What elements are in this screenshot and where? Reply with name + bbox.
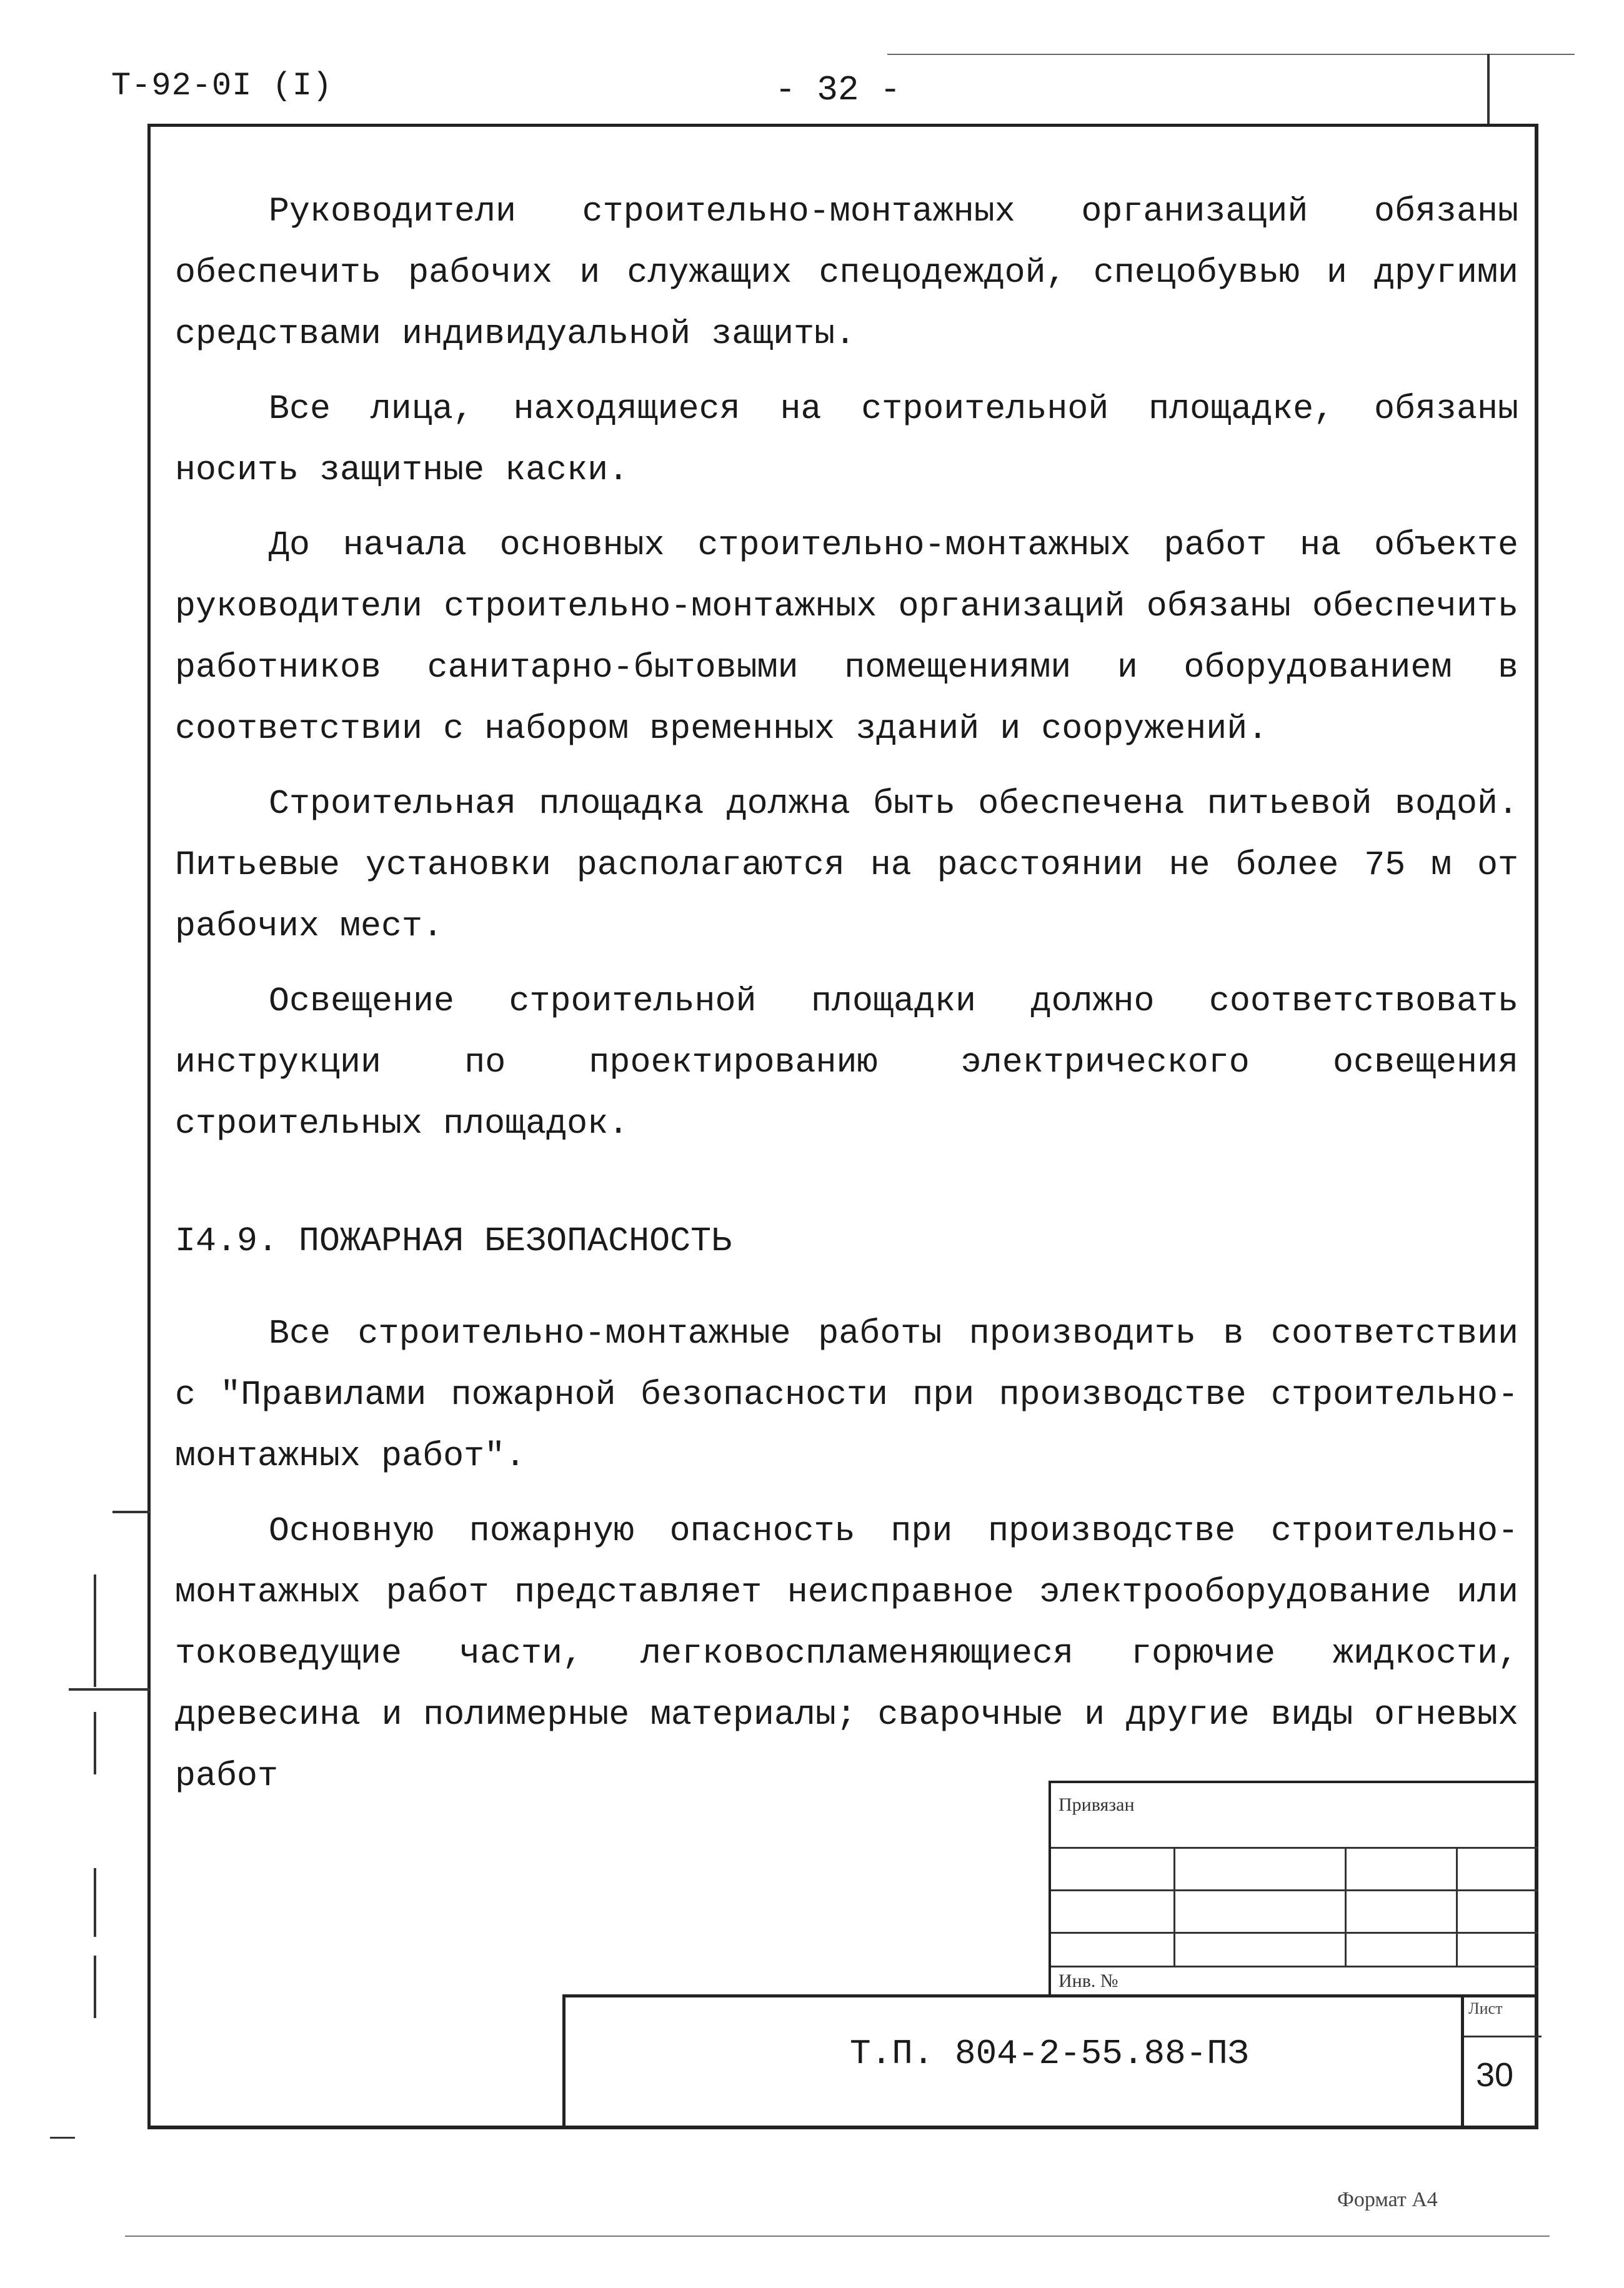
tb-col-line	[1345, 1847, 1347, 1966]
corner-stub-vertical	[1487, 54, 1490, 124]
title-block-approvals	[1049, 1781, 1538, 1994]
paragraph: Освещение строительной площадки должно соответствовать инструкции по проектированию электрического освещения строительных площадок.	[175, 982, 1518, 1143]
sheet-number: 30	[1476, 2056, 1514, 2094]
tb-row-line	[1051, 1847, 1538, 1849]
document-designation: Т.П. 804-2-55.88-ПЗ	[850, 2034, 1249, 2074]
margin-mark	[94, 1574, 96, 1687]
tb-row-line	[1051, 1889, 1538, 1891]
sheet-divider	[1464, 2036, 1542, 2037]
paragraph: Руководители строительно-монтажных организаций обязаны обеспечить рабочих и служащих спецодеждой, спецобувью и другими средствами индивидуальной защиты.	[175, 192, 1518, 354]
tb-row-line	[1051, 1932, 1538, 1934]
page-number: - 32 -	[775, 70, 901, 110]
sheet-label: Лист	[1468, 1999, 1503, 2017]
paper-format-label: Формат А4	[1337, 2188, 1438, 2211]
paragraph: Все строительно-монтажные работы производить в соответствии с "Правилами пожарной безопасности при производстве строительно-монтажных работ".	[175, 1314, 1518, 1476]
section-heading: I4.9. ПОЖАРНАЯ БЕЗОПАСНОСТЬ	[175, 1221, 732, 1261]
margin-mark	[112, 1511, 150, 1513]
body-text	[175, 181, 1518, 1821]
tb-row-line	[1051, 1966, 1538, 1967]
inventory-label: Инв. №	[1059, 1971, 1118, 1991]
paragraph: Все лица, находящиеся на строительной площадке, обязаны носить защитные каски.	[175, 389, 1518, 490]
margin-mark	[94, 1712, 96, 1774]
document-code-header: Т-92-0I (I)	[111, 67, 333, 104]
top-rule-right	[887, 54, 1575, 55]
margin-mark	[94, 1956, 96, 2018]
paragraph: До начала основных строительно-монтажных работ на объекте руководители строительно-монтажных организаций обязаны обеспечить работников санитарно-бытовыми помещениями и оборудованием в соответствии с набором временных зданий и сооружений.	[175, 525, 1518, 749]
margin-mark	[69, 1688, 150, 1691]
tb-col-line	[1173, 1847, 1175, 1966]
paragraph: Строительная площадка должна быть обеспечена питьевой водой. Питьевые установки располагаются на расстоянии не более 75 м от рабочих мест.	[175, 784, 1518, 946]
margin-mark	[50, 2137, 75, 2139]
bottom-rule	[125, 2236, 1550, 2237]
attached-label: Привязан	[1059, 1794, 1135, 1815]
margin-mark	[94, 1868, 96, 1937]
tb-col-line	[1456, 1847, 1458, 1966]
paragraph: Основную пожарную опасность при производстве строительно-монтажных работ представляет неисправное электрооборудование или токоведущие части, легковоспламеняющиеся горючие жидкости, древесина и полимерные материалы; сварочные и другие виды огневых работ	[175, 1511, 1518, 1796]
